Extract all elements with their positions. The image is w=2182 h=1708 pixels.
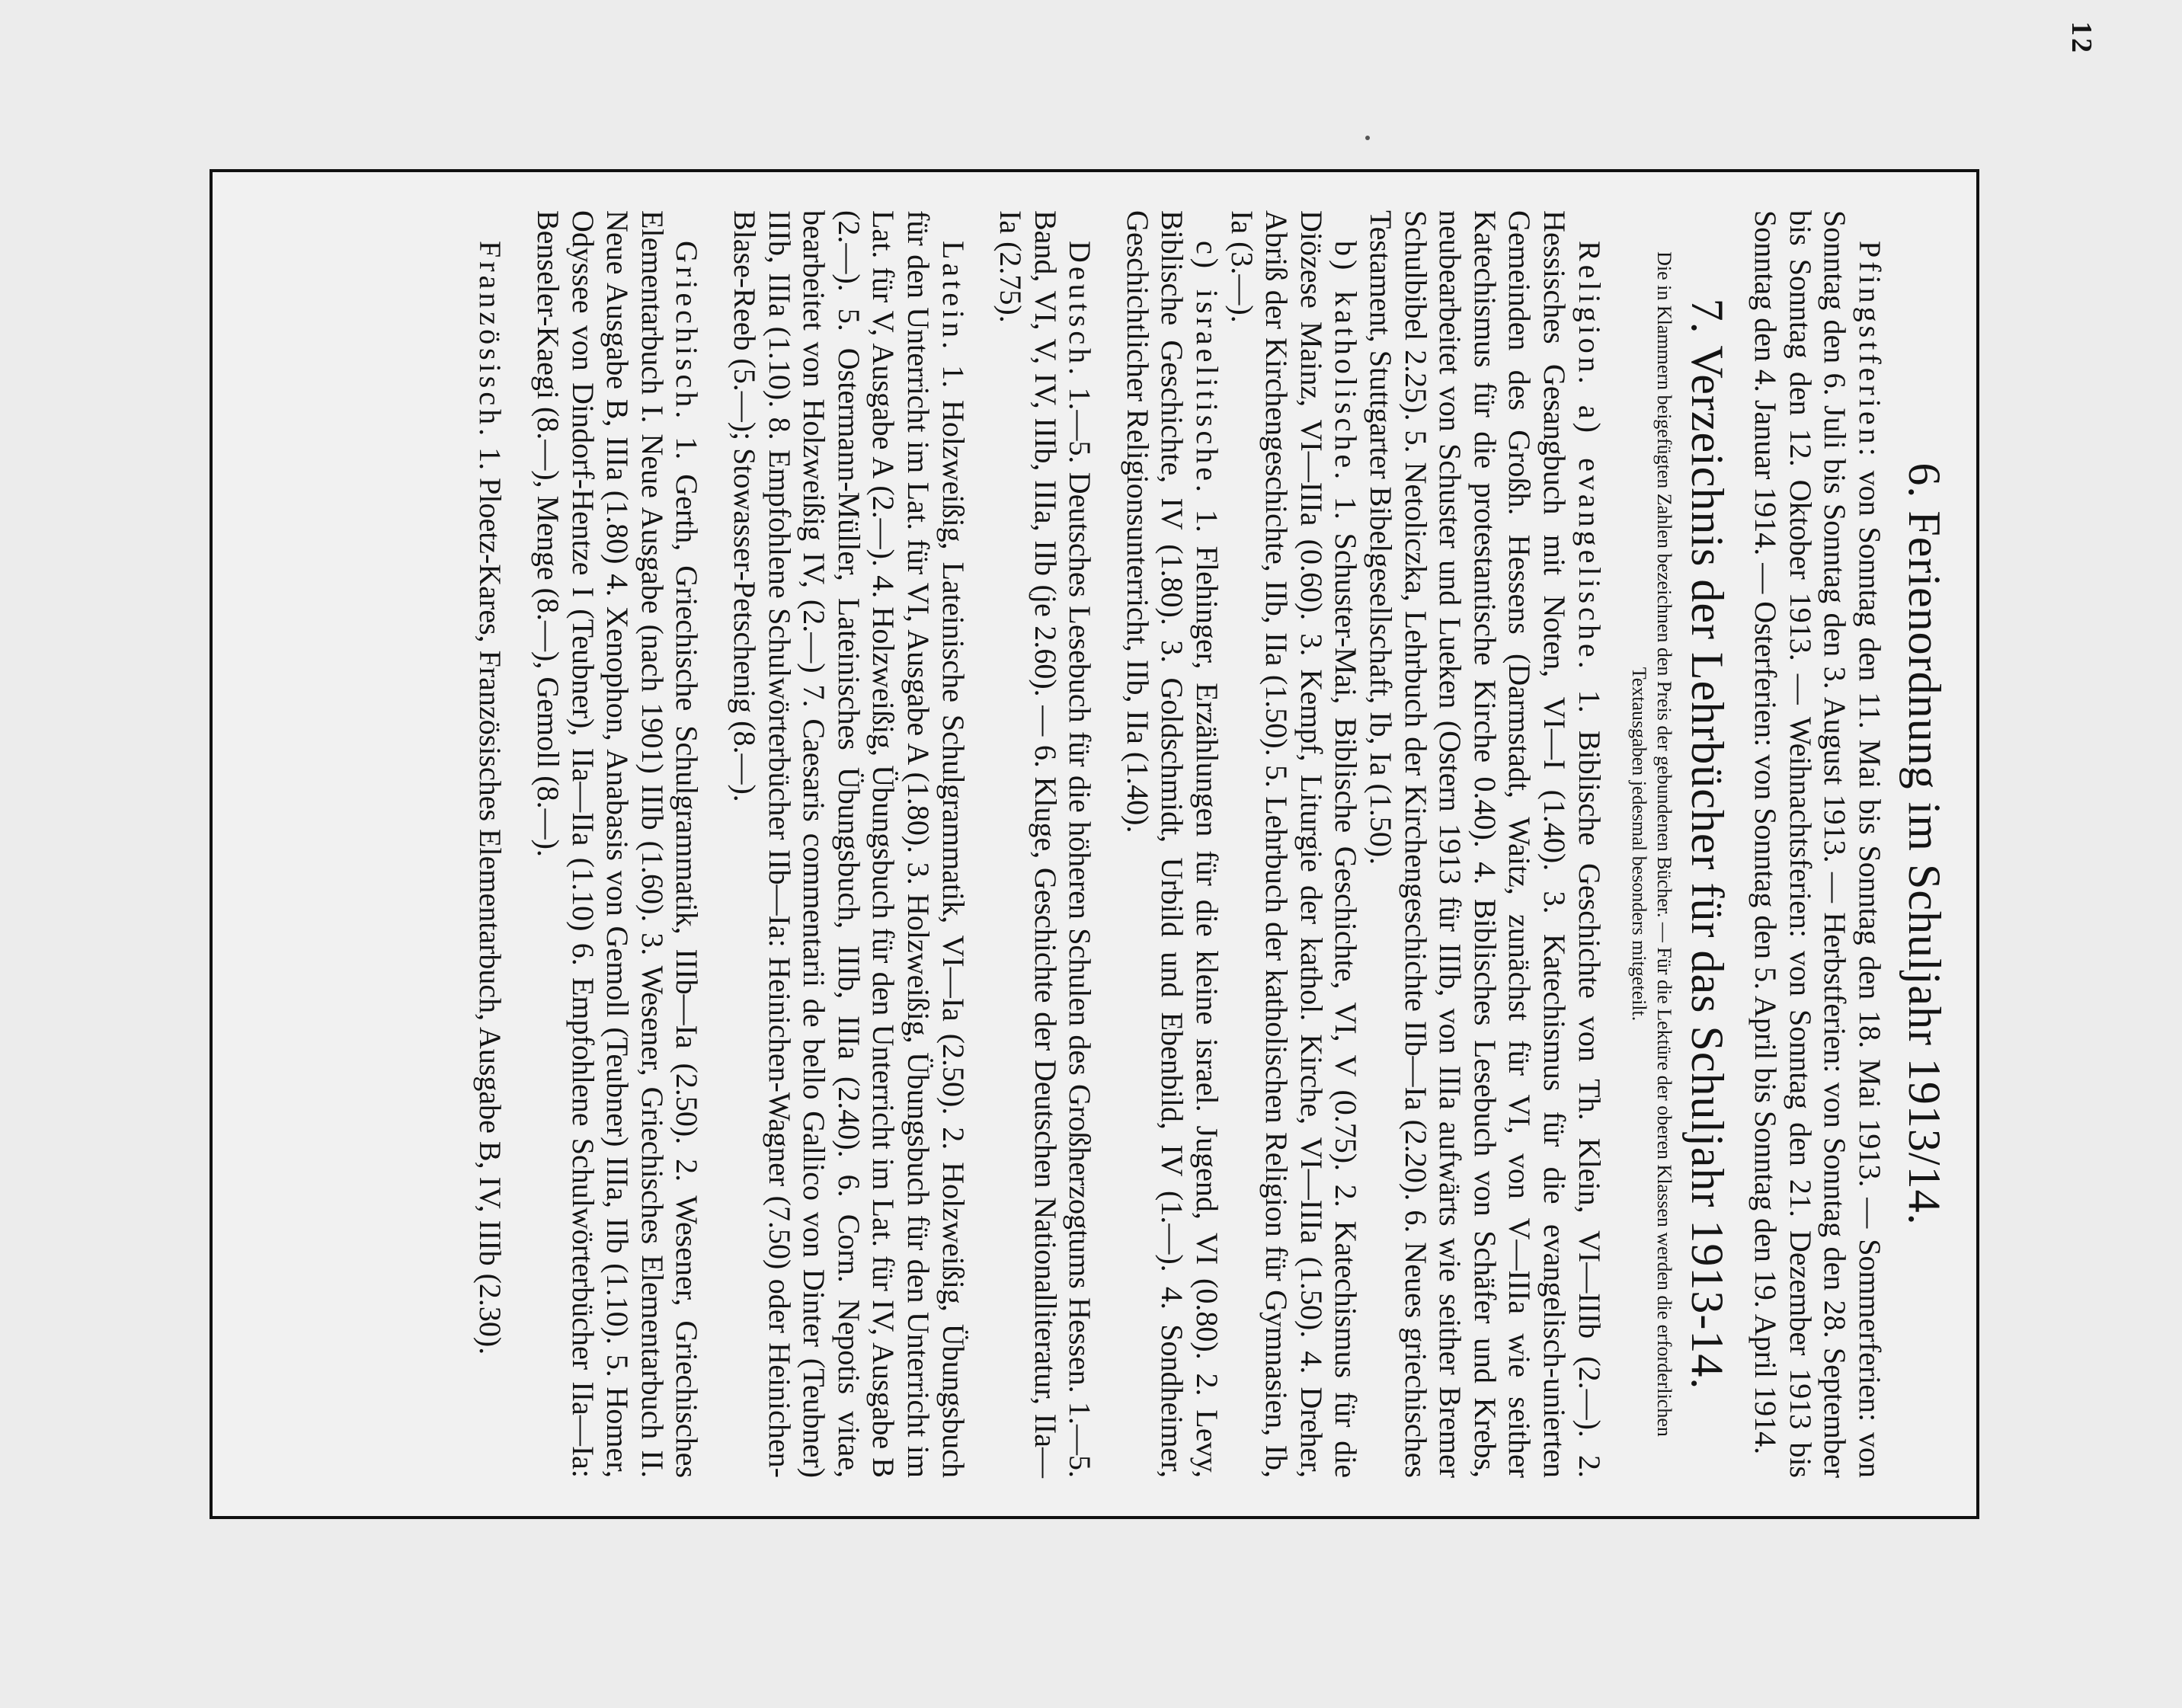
griechisch-text: 1. Gerth, Griechische Schulgrammatik, IIIb—Ia (2.50). 2. Wesener, Griechisches Elementarbuch I. Neue Ausgabe (nach 1901) IIIb (1.60). 3. Wesener, Griechisches Elementarbuch II. Neue Ausgabe B, IIIa (1.80) 4. Xenophon, Anabasis von Gemoll (Teubner) IIIa, IIb (1.10). 5. Homer, Odyssee von Dindorf-Hentze I (Teubner), IIa—IIa (1.10) 6. Empfohlene Schulwörterbücher IIa—Ia: Benseler-Kaegi (8.—), Menge (8.—), Gemoll (8.—). <box>531 210 705 1479</box>
latein-label: Latein. <box>936 241 971 353</box>
price-note: Die in Klammern beigefügten Zahlen bezeichnen den Preis der gebundenen Bücher. — Für die Lektüre der oberen Klassen werden die erforderlichen Textausgaben jedesmal besonders mitgeteilt. <box>1628 251 1675 1437</box>
framed-content-box <box>210 169 1979 1519</box>
latein-block <box>727 210 970 1478</box>
religion-label: Religion. <box>1572 241 1607 388</box>
deutsch-label: Deutsch. <box>1063 241 1098 379</box>
religion-a-label: a) evangelische. <box>1572 405 1607 673</box>
religion-c-line <box>1120 210 1224 1478</box>
religion-block <box>1120 210 1606 1478</box>
latein-text: 1. Holzweißig, Lateinische Schulgrammatik, VI—Ia (2.50). 2. Holzweißig, Übungsbuch für den Unterricht im Lat. für VI, Ausgabe A (1.80). 3. Holzweißig, Übungsbuch für den Unterricht im Lat. für V, Ausgabe A (2.—). 4. Holzweißig, Übungsbuch für den Unterricht im Lat. für IV, Ausgabe B (2.—). 5. Ostermann-Müller, Lateinisches Übungsbuch, IIIb, IIIa (2.40). 6. Corn. Nepotis vitae, bearbeitet von Holzweißig IV, (2.—) 7. Caesaris commentarii de bello Gallico von Dinter (Teubner) IIIb, IIIa (1.10). 8. Empfohlene Schulwörterbücher IIb—Ia: Heinichen-Wagner (7.50) oder Heinichen-Blase-Reeb (5.—); Stowasser-Petschenig (8.—). <box>727 210 971 1478</box>
franzoesisch-label: Französisch. <box>473 241 508 440</box>
franzoesisch-block <box>473 210 508 1478</box>
griechisch-block <box>530 210 704 1478</box>
deutsch-block <box>993 210 1098 1478</box>
griechisch-label: Griechisch. <box>670 241 705 423</box>
section-7-title: 7. Verzeichnis der Lehrbücher für das Schuljahr 1913-14. <box>1681 298 1732 1390</box>
dust-speck <box>1365 136 1370 140</box>
religion-a-text: 1. Biblische Geschichte von Th. Klein, VI—IIIb (2.—). 2. Hessisches Gesangbuch mit Noten, VI—I (1.40). 3. Katechismus für die evangelisch-unierten Gemeinden des Großh. Hessens (Darmstadt, Waitz, zunächst für VI, von V—IIIa wie seither Katechismus für die protestantische Kirche 0.40). 4. Biblisches Lesebuch von Schäfer und Krebs, neubearbeitet von Schuster und Lueken (Ostern 1913 für IIIb, von IIIa aufwärts wie seither Bremer Schulbibel 2.25). 5. Netoliczka, Lehrbuch der Kirchengeschichte IIb—Ia (2.20). 6. Neues griechisches Testament, Stuttgarter Bibelgesellschaft, Ib, Ia (1.50). <box>1364 210 1607 1479</box>
religion-c-text: 1. Flehinger, Erzählungen für die kleine israel. Jugend, VI (0.80). 2. Levy, Biblische Geschichte, IV (1.80). 3. Goldschmidt, Urbild und Ebenbild, IV (1.—). 4. Sondheimer, Geschichtlicher Religionsunterricht, IIb, IIa (1.40). <box>1120 210 1225 1478</box>
deutsch-text: 1.—5. Deutsches Lesebuch für die höheren Schulen des Großherzogtums Hessen. 1.—5. Band, VI, V, IV, IIIb, IIIa, IIb (je 2.60). — 6. Kluge, Geschichte der Deutschen Nationalliteratur, IIa—Ia (2.75). <box>993 210 1098 1478</box>
religion-b-label: b) katholische. <box>1329 241 1364 484</box>
religion-b-text: 1. Schuster-Mai, Biblische Geschichte, VI, V (0.75). 2. Katechismus für die Diözese Mainz, VI—IIIa (0.60). 3. Kempf, Liturgie der kathol. Kirche, VI—IIIa (1.50). 4. Dreher, Abriß der Kirchengeschichte, IIb, IIa (1.50). 5. Lehrbuch der katholischen Religion für Gymnasien, Ib, Ia (3.—). <box>1224 210 1364 1478</box>
section-6-title: 6. Ferienordnung im Schuljahr 1913/14. <box>1899 462 1950 1226</box>
pfingsten-label: Pfingstferien: <box>1853 241 1887 460</box>
section-6-paragraph <box>1748 210 1887 1478</box>
page-number: 12 <box>2065 21 2097 55</box>
holiday-text: von Sonntag den 11. Mai bis Sonntag den 18. Mai 1913. — Sommerferien: von Sonntag den 6. Juli bis Sonntag den 3. August 1913. — Herbstferien: von Sonntag den 28. September bis Sonntag den 12. Oktober 1913. — Weihnachtsferien: von Sonntag den 21. Dezember 1913 bis Sonntag den 4. Januar 1914. — Osterferien: von Sonntag den 5. April bis Sonntag den 19. April 1914. <box>1748 210 1887 1479</box>
franzoesisch-text: 1. Ploetz-Kares, Französisches Elementarbuch, Ausgabe B, IV, IIIb (2.30). <box>473 447 508 1355</box>
religion-b-line <box>1224 210 1363 1478</box>
religion-c-label: c) israelitische. <box>1190 241 1225 496</box>
